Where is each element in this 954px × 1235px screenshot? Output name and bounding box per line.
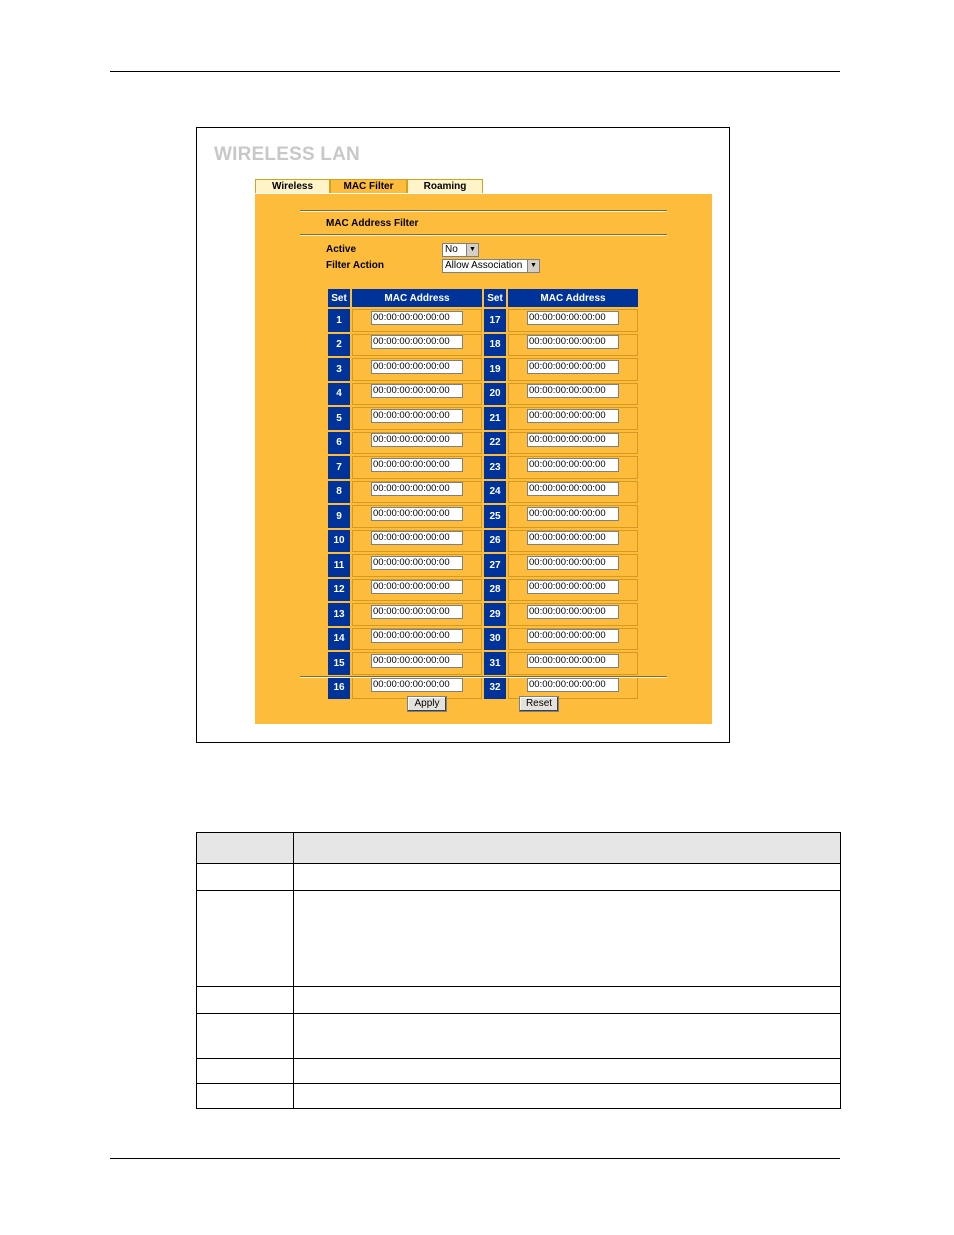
mac-address-input[interactable]: 00:00:00:00:00:00 [527,580,619,594]
reset-button[interactable]: Reset [519,696,559,712]
mac-address-input[interactable]: 00:00:00:00:00:00 [527,335,619,349]
mac-address-cell [508,383,638,406]
mac-address-input[interactable]: 00:00:00:00:00:00 [527,458,619,472]
mac-address-input[interactable]: 00:00:00:00:00:00 [527,605,619,619]
set-number: 9 [328,505,350,528]
top-rule [110,71,840,72]
column-header-set: Set [328,289,350,307]
table-cell [294,891,841,987]
mac-address-input[interactable]: 00:00:00:00:00:00 [371,556,463,570]
mac-address-cell [352,579,482,602]
mac-address-input[interactable]: 00:00:00:00:00:00 [527,531,619,545]
mac-address-cell [352,383,482,406]
table-row [197,1014,841,1059]
mac-address-input[interactable]: 00:00:00:00:00:00 [371,629,463,643]
mac-address-cell [508,628,638,651]
table-cell [294,1014,841,1059]
mac-address-cell [508,579,638,602]
mac-address-input[interactable]: 00:00:00:00:00:00 [371,360,463,374]
mac-address-input[interactable]: 00:00:00:00:00:00 [371,580,463,594]
mac-address-input[interactable]: 00:00:00:00:00:00 [527,384,619,398]
table-row [328,456,638,479]
set-number: 22 [484,432,506,455]
table-row [328,309,638,332]
set-number: 29 [484,603,506,626]
set-number: 7 [328,456,350,479]
set-number: 10 [328,530,350,553]
set-number: 26 [484,530,506,553]
table-row [328,530,638,553]
mac-address-cell [508,309,638,332]
mac-address-input[interactable]: 00:00:00:00:00:00 [371,409,463,423]
mac-address-cell [352,628,482,651]
divider [300,676,667,678]
table-cell [294,1084,841,1109]
table-row [328,579,638,602]
table-row [328,432,638,455]
table-row [328,628,638,651]
set-number: 8 [328,481,350,504]
table-row [328,407,638,430]
description-table [196,832,841,1109]
mac-address-cell [508,603,638,626]
mac-address-input[interactable]: 00:00:00:00:00:00 [371,335,463,349]
mac-address-table [326,287,640,701]
table-cell [294,833,841,864]
set-number: 21 [484,407,506,430]
mac-address-input[interactable]: 00:00:00:00:00:00 [527,311,619,325]
set-number: 18 [484,334,506,357]
mac-address-input[interactable]: 00:00:00:00:00:00 [527,409,619,423]
table-row [328,652,638,675]
table-row [328,603,638,626]
set-number: 23 [484,456,506,479]
table-row [197,833,841,864]
tab-wireless[interactable]: Wireless [255,179,330,193]
set-number: 2 [328,334,350,357]
column-header-mac-address: MAC Address [352,289,482,307]
mac-address-input[interactable]: 00:00:00:00:00:00 [527,654,619,668]
mac-address-cell [508,456,638,479]
tab-roaming[interactable]: Roaming [407,179,483,193]
table-header-row [328,289,638,307]
table-cell [294,987,841,1014]
chevron-down-icon[interactable]: ▼ [466,244,478,256]
mac-address-cell [508,334,638,357]
mac-address-input[interactable]: 00:00:00:00:00:00 [371,482,463,496]
filter-action-select-value: Allow Association [445,260,523,271]
filter-action-label: Filter Action [326,260,384,271]
mac-address-cell [508,358,638,381]
set-number: 20 [484,383,506,406]
set-number: 15 [328,652,350,675]
table-row [328,677,638,700]
table-cell [294,864,841,891]
chevron-down-icon[interactable]: ▼ [527,260,539,272]
set-number: 14 [328,628,350,651]
table-row [328,505,638,528]
mac-address-cell [352,652,482,675]
mac-address-cell [508,505,638,528]
mac-address-cell [352,505,482,528]
table-cell [197,987,294,1014]
mac-address-input[interactable]: 00:00:00:00:00:00 [371,311,463,325]
mac-address-input[interactable]: 00:00:00:00:00:00 [527,482,619,496]
active-select-value: No [445,244,458,255]
tab-mac-filter[interactable]: MAC Filter [330,179,407,193]
mac-address-input[interactable]: 00:00:00:00:00:00 [527,556,619,570]
section-title: MAC Address Filter [326,218,419,229]
table-row [197,1084,841,1109]
mac-address-input[interactable]: 00:00:00:00:00:00 [371,507,463,521]
table-row [197,891,841,987]
mac-address-cell [352,554,482,577]
column-header-set: Set [484,289,506,307]
column-header-mac-address: MAC Address [508,289,638,307]
mac-address-cell [352,309,482,332]
table-cell [197,1059,294,1084]
active-label: Active [326,244,357,255]
set-number: 30 [484,628,506,651]
mac-address-input[interactable]: 00:00:00:00:00:00 [371,678,463,692]
mac-address-cell [352,358,482,381]
mac-address-input[interactable]: 00:00:00:00:00:00 [371,433,463,447]
mac-address-cell [352,530,482,553]
mac-address-cell [352,432,482,455]
page-title: WIRELESS LAN [214,144,360,165]
tab-bar [255,179,483,194]
mac-address-cell [508,530,638,553]
mac-address-cell [508,652,638,675]
mac-address-input[interactable]: 00:00:00:00:00:00 [527,360,619,374]
mac-address-cell [352,334,482,357]
set-number: 32 [484,677,506,700]
mac-address-cell [508,554,638,577]
table-row [328,358,638,381]
mac-address-input[interactable]: 00:00:00:00:00:00 [371,458,463,472]
set-number: 19 [484,358,506,381]
table-row [197,864,841,891]
set-number: 13 [328,603,350,626]
set-number: 24 [484,481,506,504]
mac-address-input[interactable]: 00:00:00:00:00:00 [371,384,463,398]
set-number: 1 [328,309,350,332]
set-number: 27 [484,554,506,577]
apply-button[interactable]: Apply [407,696,447,712]
mac-address-cell [352,481,482,504]
mac-address-input[interactable]: 00:00:00:00:00:00 [371,605,463,619]
set-number: 11 [328,554,350,577]
mac-address-input[interactable]: 00:00:00:00:00:00 [527,678,619,692]
content-panel [255,194,712,724]
table-row [328,481,638,504]
table-cell [197,1014,294,1059]
mac-address-cell [352,603,482,626]
set-number: 17 [484,309,506,332]
active-select[interactable] [442,243,479,257]
table-cell [197,864,294,891]
table-row [328,334,638,357]
set-number: 12 [328,579,350,602]
mac-address-input[interactable]: 00:00:00:00:00:00 [527,433,619,447]
table-body [328,309,638,699]
table-cell [197,833,294,864]
screenshot-frame [196,127,730,743]
set-number: 16 [328,677,350,700]
bottom-rule [110,1158,840,1159]
set-number: 28 [484,579,506,602]
set-number: 5 [328,407,350,430]
divider [300,210,667,212]
set-number: 4 [328,383,350,406]
mac-address-cell [508,432,638,455]
divider [300,234,667,236]
mac-address-cell [352,407,482,430]
set-number: 31 [484,652,506,675]
filter-action-select[interactable] [442,259,540,273]
table-row [328,554,638,577]
table-row [197,987,841,1014]
mac-address-cell [352,456,482,479]
mac-address-input[interactable]: 00:00:00:00:00:00 [371,531,463,545]
mac-address-input[interactable]: 00:00:00:00:00:00 [527,629,619,643]
mac-address-input[interactable]: 00:00:00:00:00:00 [527,507,619,521]
table-cell [197,1084,294,1109]
mac-address-cell [508,407,638,430]
table-cell [294,1059,841,1084]
table-row [197,1059,841,1084]
mac-address-cell [508,481,638,504]
mac-address-input[interactable]: 00:00:00:00:00:00 [371,654,463,668]
table-cell [197,891,294,987]
set-number: 25 [484,505,506,528]
table-row [328,383,638,406]
set-number: 3 [328,358,350,381]
set-number: 6 [328,432,350,455]
